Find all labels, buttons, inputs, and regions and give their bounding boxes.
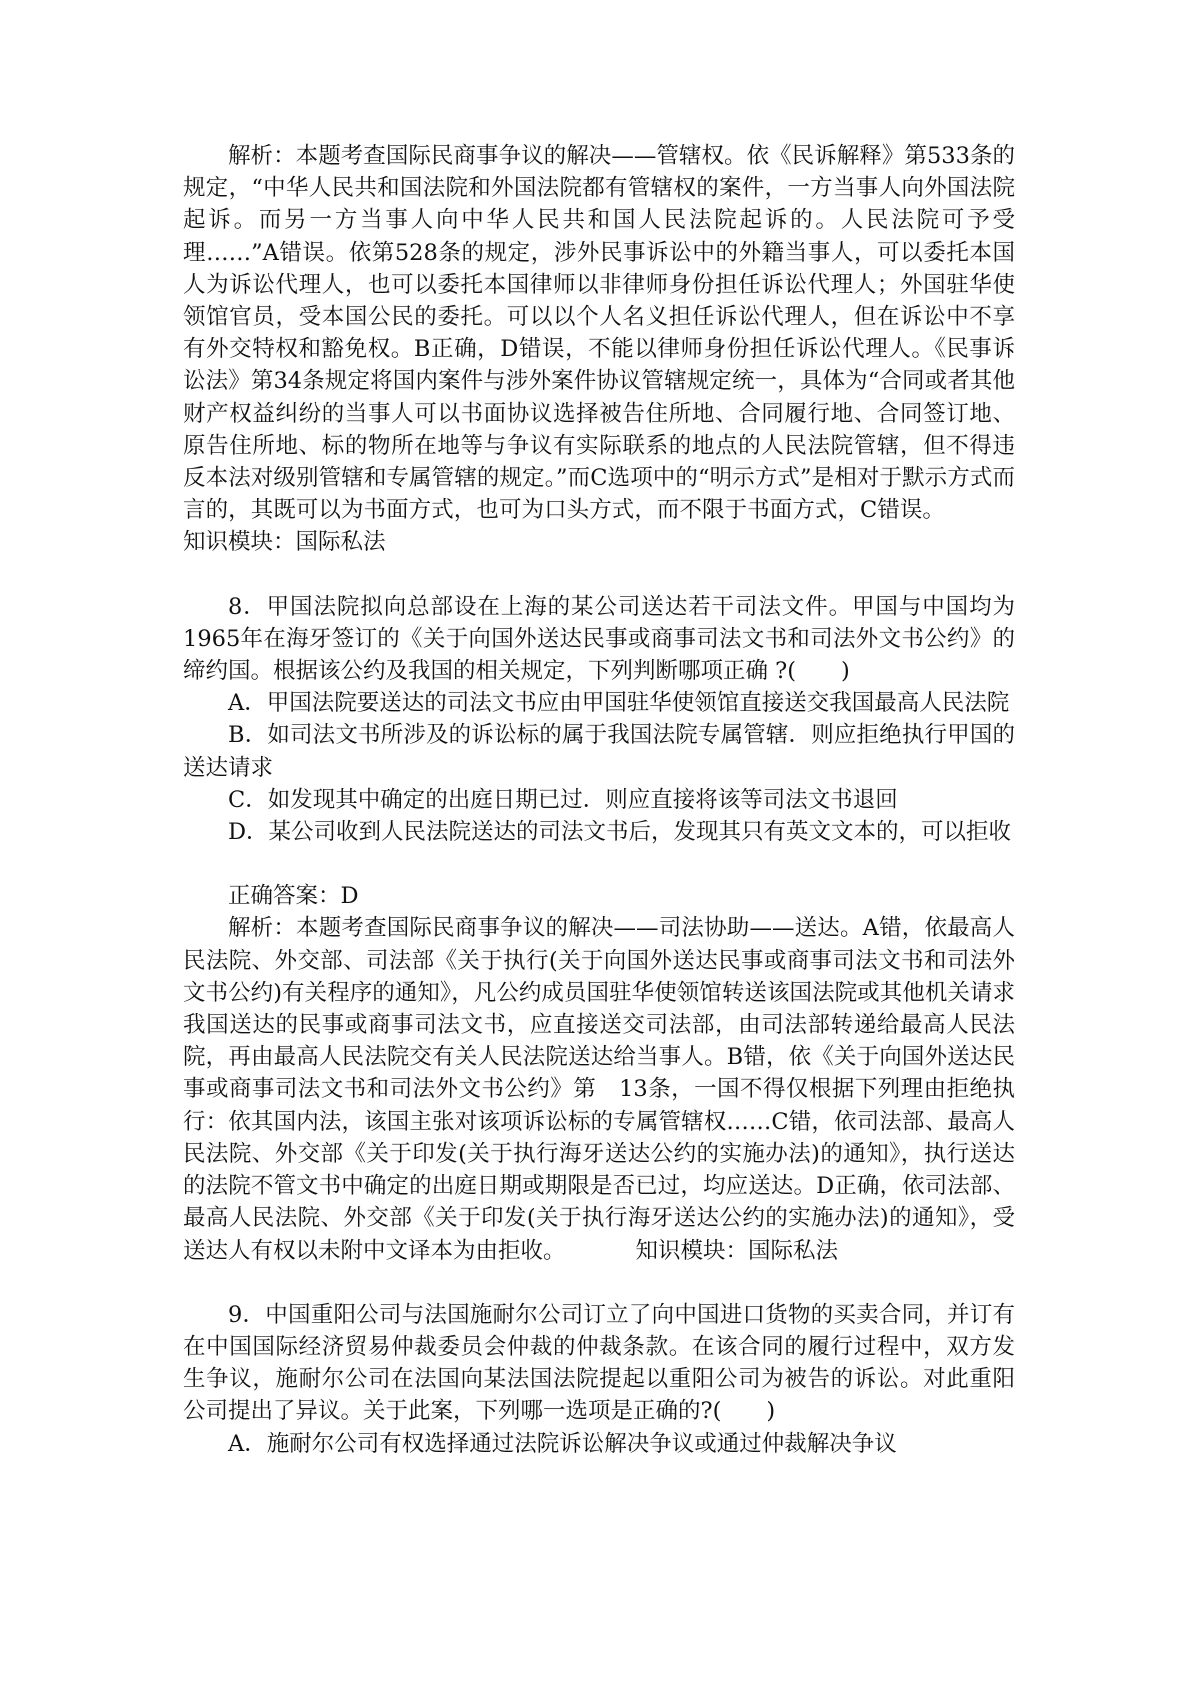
paragraph-gap bbox=[183, 1267, 1015, 1299]
option-a: A．甲国法院要送达的司法文书应由甲国驻华使领馆直接送交我国最高人民法院 bbox=[228, 690, 1010, 717]
knowledge-module-label: 知识模块：国际私法 bbox=[183, 529, 386, 556]
correct-answer: 正确答案：D bbox=[228, 883, 359, 910]
analysis-paragraph bbox=[183, 140, 1015, 559]
analysis-text: 解析：本题考查国际民商事争议的解决——管辖权。依《民诉解释》第533条的规定，“中华人民共和国法院和外国法院都有管辖权的案件，一方当事人向外国法院起诉。而另一方当事人向中华人民共和国人民法院起诉的。人民法院可予受理……”A错误。依第528条的规定，涉外民事诉讼中的外籍当事人，可以委托本国人为诉讼代理人，也可以委托本国律师以非律师身份担任诉讼代理人；外国驻华使领馆官员，受本国公民的委托。可以以个人名义担任诉讼代理人，但在诉讼中不享有外交特权和豁免权。B正确，D错误，不能以律师身份担任诉讼代理人。《民事诉讼法》第34条规定将国内案件与涉外案件协议管辖规定统一，具体为“合同或者其他财产权益纠纷的当事人可以书面协议选择被告住所地、合同履行地、合同签订地、原告住所地、标的物所在地等与争议有实际联系的地点的人民法院管辖，但不得违反本法对级别管辖和专属管辖的规定。”而C选项中的“明示方式”是相对于默示方式而言的，其既可以为书面方式，也可为口头方式，而不限于书面方式，C错误。 bbox=[183, 143, 1015, 524]
option-a: A．施耐尔公司有权选择通过法院诉讼解决争议或通过仲裁解决争议 bbox=[228, 1430, 897, 1457]
document-page bbox=[183, 140, 1015, 1460]
analysis-text: 解析：本题考查国际民商事争议的解决——司法协助——送达。A错，依最高人民法院、外交部、司法部《关于执行(关于向国外送达民事或商事司法文书和司法外文书公约)有关程序的通知》，凡公约成员国驻华使领馆转送该国法院或其他机关请求我国送达的民事或商事司法文书，应直接送交司法部，由司法部转递给最高人民法院，再由最高人民法院交有关人民法院送达给当事人。B错，依《关于向国外送达民事或商事司法文书和司法外文书公约》第 13条，一国不得仅根据下列理由拒绝执行：依其国内法，该国主张对该项诉讼标的专属管辖权……C错，依司法部、最高人民法院、外交部《关于印发(关于执行海牙送达公约的实施办法)的通知》，执行送达的法院不管文书中确定的出庭日期或期限是否已过，均应送达。D正确，依司法部、最高人民法院、外交部《关于印发(关于执行海牙送达公约的实施办法)的通知》，受送达人有权以未附中文译本为由拒收。 bbox=[183, 915, 1015, 1264]
question-stem: 8．甲国法院拟向总部设在上海的某公司送达若干司法文件。甲国与中国均为1965年在海牙签订的《关于向国外送达民事或商事司法文书和司法外文书公约》的缔约国。根据该公约及我国的相关规定，下列判断哪项正确 ?( ) bbox=[183, 593, 1015, 685]
analysis-paragraph bbox=[183, 912, 1015, 1266]
question-stem: 9．中国重阳公司与法国施耐尔公司订立了向中国进口货物的买卖合同，并订有在中国国际经济贸易仲裁委员会仲裁的仲裁条款。在该合同的履行过程中，双方发生争议，施耐尔公司在法国向某法国法院提起以重阳公司为被告的诉讼。对此重阳公司提出了异议。关于此案，下列哪一选项是正确的?( ) bbox=[183, 1301, 1015, 1425]
knowledge-module-label: 知识模块：国际私法 bbox=[635, 1237, 839, 1264]
paragraph-gap bbox=[183, 848, 1015, 880]
option-b: B．如司法文书所涉及的诉讼标的属于我国法院专属管辖．则应拒绝执行甲国的送达请求 bbox=[183, 722, 1015, 781]
option-d: D．某公司收到人民法院送达的司法文书后，发现其只有英文文本的，可以拒收 bbox=[228, 819, 1012, 846]
option-c: C．如发现其中确定的出庭日期已过．则应直接将该等司法文书退回 bbox=[228, 786, 898, 813]
paragraph-gap bbox=[183, 559, 1015, 591]
